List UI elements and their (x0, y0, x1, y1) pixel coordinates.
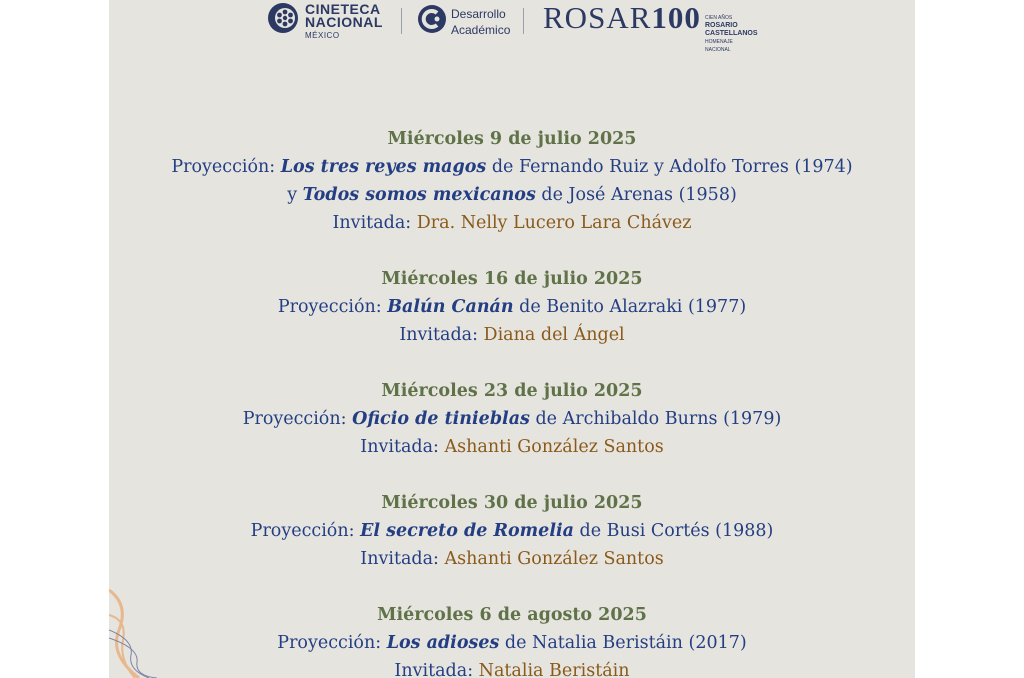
decorative-waves (109, 560, 169, 678)
event-guest (109, 545, 915, 573)
guest-label: Invitada: (399, 325, 484, 345)
film-credit: de Fernando Ruiz y Adolfo Torres (1974) (486, 157, 853, 177)
and-label: y (287, 185, 303, 205)
rosario-tag3: CASTELLANOS (705, 30, 758, 37)
cineteca-wordmark (305, 3, 383, 42)
rosario-tagline (705, 14, 765, 54)
logo-divider (523, 8, 524, 34)
rosario-tag4: HOMENAJE (705, 39, 733, 45)
event-projection (109, 405, 915, 433)
desarrollo-wordmark (451, 6, 510, 38)
film-credit: de Archibaldo Burns (1979) (529, 409, 782, 429)
film-credit: de José Arenas (1958) (535, 185, 737, 205)
film-credit: de Natalia Beristáin (2017) (499, 633, 747, 653)
guest-name: Ashanti González Santos (444, 437, 664, 457)
rosario-number: 100 (651, 0, 701, 35)
event-date: Miércoles 23 de julio 2025 (381, 381, 643, 401)
guest-label: Invitada: (394, 661, 479, 678)
event-projection (109, 517, 915, 545)
guest-name: Ashanti González Santos (444, 549, 664, 569)
film-title: Todos somos mexicanos (302, 185, 536, 205)
event-projection (109, 629, 915, 657)
desarrollo-c-icon (417, 4, 447, 34)
cineteca-line3: MÉXICO (305, 31, 340, 40)
film-title: El secreto de Romelia (360, 521, 574, 541)
event-poster (109, 0, 915, 678)
projection-label: Proyección: (250, 521, 361, 541)
logo-divider (401, 8, 402, 34)
event-item (109, 265, 915, 349)
event-projection (109, 293, 915, 321)
cineteca-line2: NACIONAL (305, 14, 383, 30)
projection-label: Proyección: (277, 633, 387, 653)
guest-name: Dra. Nelly Lucero Lara Chávez (416, 213, 692, 233)
rosario-word: ROSAR (543, 0, 652, 35)
film-title: Los adioses (386, 633, 500, 653)
event-projection (109, 153, 915, 181)
film-title: Los tres reyes magos (280, 157, 487, 177)
film-credit: de Busi Cortés (1988) (573, 521, 774, 541)
guest-label: Invitada: (360, 437, 445, 457)
guest-name: Natalia Beristáin (478, 661, 630, 678)
event-item (109, 489, 915, 573)
rosario-tag1: CIEN AÑOS (705, 15, 733, 21)
guest-label: Invitada: (332, 213, 417, 233)
event-guest (109, 433, 915, 461)
rosario-wordmark (543, 0, 701, 36)
film-reel-icon (267, 2, 299, 34)
guest-name: Diana del Ángel (483, 325, 625, 345)
event-guest (109, 209, 915, 237)
projection-label: Proyección: (242, 409, 353, 429)
film-credit: de Benito Alazraki (1977) (513, 297, 747, 317)
logo-header (109, 0, 915, 60)
event-guest (109, 657, 915, 678)
guest-label: Invitada: (360, 549, 445, 569)
event-guest (109, 321, 915, 349)
projection-label: Proyección: (171, 157, 281, 177)
desarrollo-line2: Académico (451, 23, 511, 37)
event-date: Miércoles 6 de agosto 2025 (377, 605, 647, 625)
cineteca-line1: CINETECA (305, 1, 381, 17)
event-date: Miércoles 16 de julio 2025 (381, 269, 643, 289)
rosario-tag5: NACIONAL (705, 47, 731, 53)
event-item (109, 125, 915, 237)
event-projection-second (109, 181, 915, 209)
film-title: Oficio de tinieblas (352, 409, 530, 429)
desarrollo-line1: Desarrollo (451, 7, 506, 21)
screening-schedule (109, 125, 915, 678)
event-item (109, 377, 915, 461)
rosario-tag2: ROSARIO (705, 22, 738, 29)
event-item (109, 601, 915, 678)
event-date: Miércoles 9 de julio 2025 (387, 129, 637, 149)
film-title: Balún Canán (387, 297, 514, 317)
projection-label: Proyección: (277, 297, 388, 317)
event-date: Miércoles 30 de julio 2025 (381, 493, 643, 513)
